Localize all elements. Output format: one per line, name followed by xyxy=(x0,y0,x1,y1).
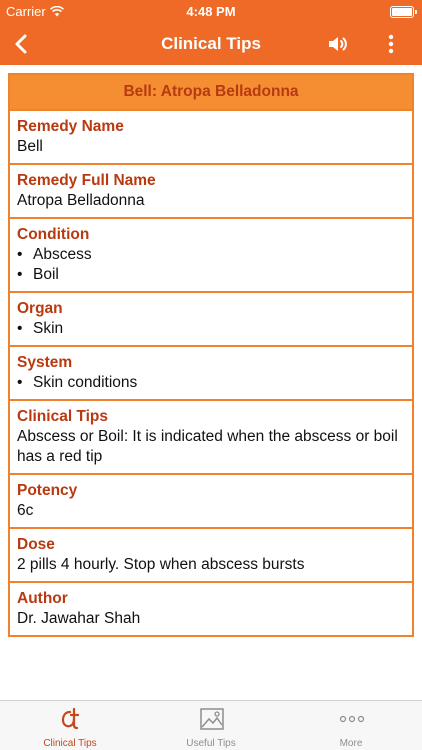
remedy-name-label: Remedy Name xyxy=(17,118,124,135)
image-icon xyxy=(199,706,225,732)
remedy-card xyxy=(8,73,414,637)
author-label: Author xyxy=(17,590,68,607)
system-row xyxy=(10,345,412,399)
author-row xyxy=(10,581,412,635)
list-item: • Boil xyxy=(17,265,405,285)
remedy-name-value: Bell xyxy=(17,138,43,155)
dose-label: Dose xyxy=(17,536,55,553)
potency-row xyxy=(10,473,412,527)
remedy-full-name-row xyxy=(10,163,412,217)
condition-list xyxy=(17,245,405,285)
clinical-tips-value: Abscess or Boil: It is indicated when the abscess or boil has a red tip xyxy=(17,428,398,465)
tab-more[interactable] xyxy=(281,701,421,750)
dose-value: 2 pills 4 hourly. Stop when abscess bursts xyxy=(17,556,305,573)
organ-label: Organ xyxy=(17,300,63,317)
list-item: • Skin conditions xyxy=(17,373,405,393)
tab-useful-tips[interactable] xyxy=(141,701,281,750)
vertical-dots-icon[interactable] xyxy=(384,32,398,56)
condition-label: Condition xyxy=(17,226,90,243)
remedy-name-row xyxy=(10,109,412,163)
ellipsis-icon xyxy=(339,706,365,732)
carrier-label: Carrier xyxy=(6,4,46,19)
remedy-full-name-label: Remedy Full Name xyxy=(17,172,156,189)
tab-label: More xyxy=(339,738,363,749)
potency-value: 6c xyxy=(17,502,34,519)
battery-icon xyxy=(390,6,414,18)
clinical-tips-row xyxy=(10,399,412,473)
status-time: 4:48 PM xyxy=(186,4,236,19)
tab-label: Clinical Tips xyxy=(43,738,97,749)
tab-clinical-tips[interactable] xyxy=(0,701,140,750)
list-item: • Abscess xyxy=(17,245,405,265)
clinical-tips-label: Clinical Tips xyxy=(17,408,109,425)
organ-row xyxy=(10,291,412,345)
system-label: System xyxy=(17,354,73,371)
navigation-bar xyxy=(0,24,422,65)
system-list xyxy=(17,373,405,393)
tab-bar xyxy=(0,700,422,750)
author-value: Dr. Jawahar Shah xyxy=(17,610,141,627)
status-bar xyxy=(0,0,422,24)
remedy-full-name-value: Atropa Belladonna xyxy=(17,192,145,209)
organ-list xyxy=(17,319,405,339)
tab-label: Useful Tips xyxy=(186,738,236,749)
speaker-icon[interactable] xyxy=(326,32,350,56)
condition-row xyxy=(10,217,412,291)
page-title: Clinical Tips xyxy=(161,34,261,53)
clinical-tips-icon xyxy=(58,706,84,732)
remedy-card-header: Bell: Atropa Belladonna xyxy=(10,75,412,109)
potency-label: Potency xyxy=(17,482,78,499)
dose-row xyxy=(10,527,412,581)
list-item: • Skin xyxy=(17,319,405,339)
